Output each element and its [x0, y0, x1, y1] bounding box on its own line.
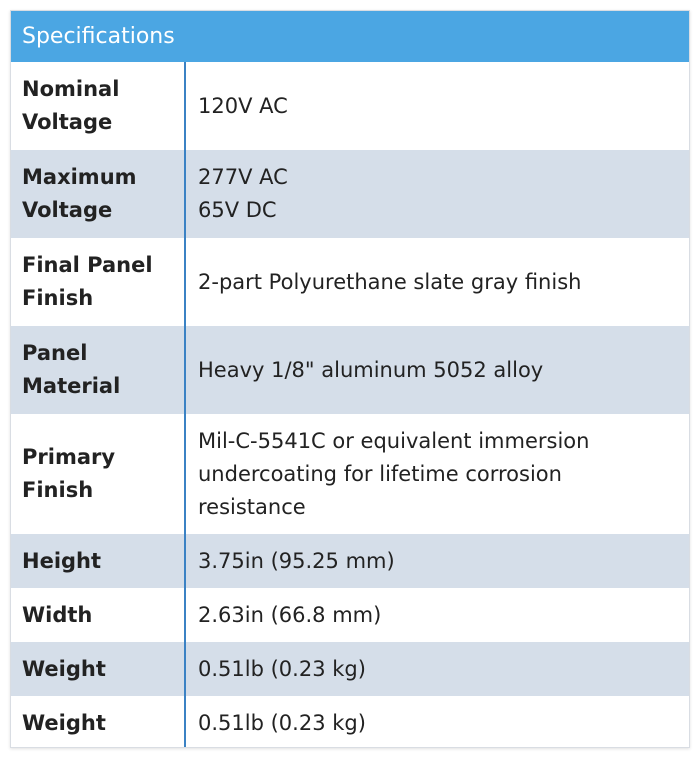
- row-label-line: Voltage: [22, 110, 113, 134]
- table-row-final-panel-finish: [11, 238, 689, 326]
- table-row-weight: [11, 642, 689, 696]
- row-value-line: Mil-C-5541C or equivalent immersion: [198, 428, 590, 453]
- row-value: [185, 150, 689, 238]
- row-label: [11, 534, 185, 588]
- table-row-height: [11, 534, 689, 588]
- row-value: [185, 588, 689, 642]
- specifications-header: Specifications: [11, 11, 689, 62]
- row-value-line: 3.75in (95.25 mm): [198, 548, 395, 573]
- row-value-line: Heavy 1/8" aluminum 5052 alloy: [198, 357, 544, 382]
- row-label: [11, 414, 185, 534]
- row-label-line: Primary: [22, 445, 116, 469]
- row-label-line: Width: [22, 602, 93, 627]
- row-value: [185, 238, 689, 326]
- row-value-line: 277V AC: [198, 165, 288, 189]
- row-label-line: Weight: [22, 656, 106, 681]
- row-value-line: 2-part Polyurethane slate gray finish: [198, 269, 582, 294]
- row-label-line: Panel: [22, 341, 88, 365]
- table-row-weight: [11, 696, 689, 748]
- row-label-line: Voltage: [22, 198, 113, 222]
- row-value: [185, 62, 689, 150]
- row-value-line: 120V AC: [198, 93, 288, 118]
- row-label-line: Material: [22, 374, 121, 398]
- row-value-line: 0.51lb (0.23 kg): [198, 710, 366, 735]
- row-value: [185, 534, 689, 588]
- row-value: [185, 326, 689, 414]
- table-row-primary-finish: [11, 414, 689, 534]
- row-value-line: undercoating for lifetime corrosion: [198, 461, 562, 486]
- table-row-panel-material: [11, 326, 689, 414]
- row-label: [11, 642, 185, 696]
- table-row-width: [11, 588, 689, 642]
- row-label: [11, 238, 185, 326]
- row-label: [11, 588, 185, 642]
- row-label-line: Finish: [22, 478, 94, 502]
- row-label-line: Height: [22, 548, 102, 573]
- row-value-line: 0.51lb (0.23 kg): [198, 656, 366, 681]
- row-label-line: Nominal: [22, 77, 120, 101]
- row-label-line: Maximum: [22, 165, 137, 189]
- row-label-line: Weight: [22, 710, 106, 735]
- row-value: [185, 642, 689, 696]
- row-label: [11, 62, 185, 150]
- specifications-table: [11, 62, 689, 748]
- row-value: [185, 696, 689, 748]
- table-row-maximum-voltage: [11, 150, 689, 238]
- row-value-line: 2.63in (66.8 mm): [198, 602, 382, 627]
- specifications-card: [10, 10, 690, 748]
- row-value-line: resistance: [198, 494, 306, 519]
- row-label: [11, 326, 185, 414]
- row-label: [11, 696, 185, 748]
- row-label: [11, 150, 185, 238]
- row-value-line: 65V DC: [198, 198, 277, 222]
- table-row-nominal-voltage: [11, 62, 689, 150]
- row-label-line: Finish: [22, 286, 94, 310]
- row-value: [185, 414, 689, 534]
- row-label-line: Final Panel: [22, 253, 153, 277]
